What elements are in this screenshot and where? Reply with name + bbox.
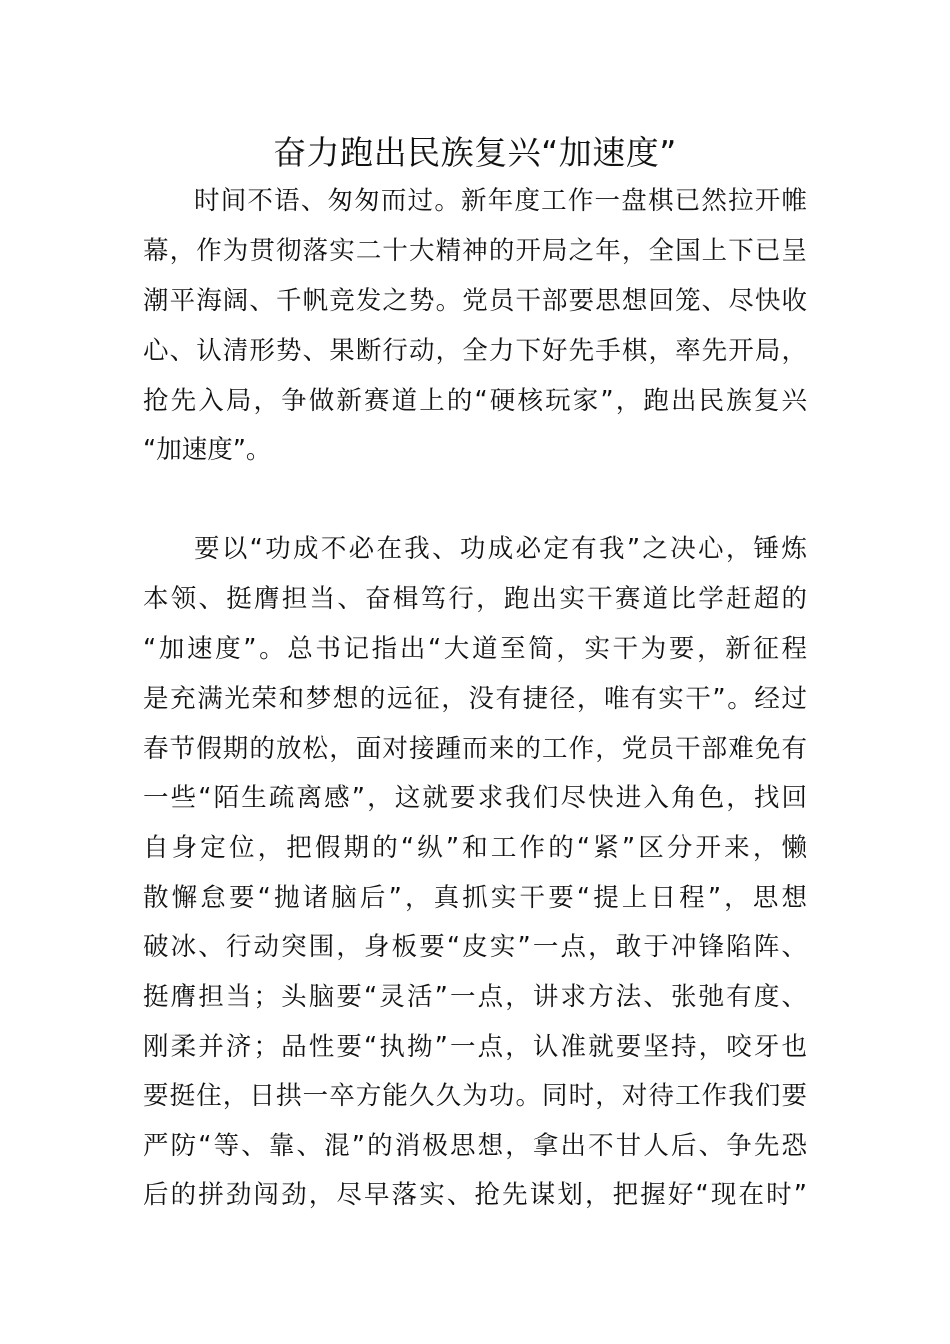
paragraph-line: 幕，作为贯彻落实二十大精神的开局之年，全国上下已呈: [143, 236, 807, 266]
paragraph-line: 破冰、行动突围，身板要“皮实”一点，敢于冲锋陷阵、: [143, 932, 807, 962]
paragraph-line: 一些“陌生疏离感”，这就要求我们尽快进入角色，找回: [143, 783, 807, 813]
paragraph-line: 散懈怠要“抛诸脑后”，真抓实干要“提上日程”，思想: [143, 883, 807, 913]
paragraph-line: 春节假期的放松，面对接踵而来的工作，党员干部难免有: [143, 734, 807, 764]
paragraph-line: “加速度”。总书记指出“大道至简，实干为要，新征程: [143, 634, 807, 664]
paragraph-line: 是充满光荣和梦想的远征，没有捷径，唯有实干”。经过: [143, 684, 807, 714]
article-title: 奋力跑出民族复兴“加速度”: [273, 133, 677, 172]
paragraph-line: “加速度”。: [143, 435, 272, 465]
paragraph-line: 要挺住，日拱一卒方能久久为功。同时，对待工作我们要: [143, 1081, 807, 1111]
paragraph-line: 后的拼劲闯劲，尽早落实、抢先谋划，把握好“现在时”: [143, 1180, 807, 1210]
paragraph-line: 严防“等、靠、混”的消极思想，拿出不甘人后、争先恐: [143, 1131, 807, 1161]
paragraph-line: 本领、挺膺担当、奋楫笃行，跑出实干赛道比学赶超的: [143, 584, 807, 614]
paragraph-line: 要以“功成不必在我、功成必定有我”之决心，锤炼: [194, 534, 807, 564]
paragraph-line: 抢先入局，争做新赛道上的“硬核玩家”，跑出民族复兴: [143, 386, 807, 416]
paragraph-line: 刚柔并济；品性要“执拗”一点，认准就要坚持，咬牙也: [143, 1032, 807, 1062]
paragraph-line: 心、认清形势、果断行动，全力下好先手棋，率先开局，: [143, 336, 807, 366]
paragraph-line: 潮平海阔、千帆竞发之势。党员干部要思想回笼、尽快收: [143, 286, 807, 316]
paragraph-line: 自身定位，把假期的“纵”和工作的“紧”区分开来，懒: [143, 833, 807, 863]
paragraph-line: 挺膺担当；头脑要“灵活”一点，讲求方法、张弛有度、: [143, 982, 807, 1012]
paragraph-line: 时间不语、匆匆而过。新年度工作一盘棋已然拉开帷: [194, 186, 807, 216]
